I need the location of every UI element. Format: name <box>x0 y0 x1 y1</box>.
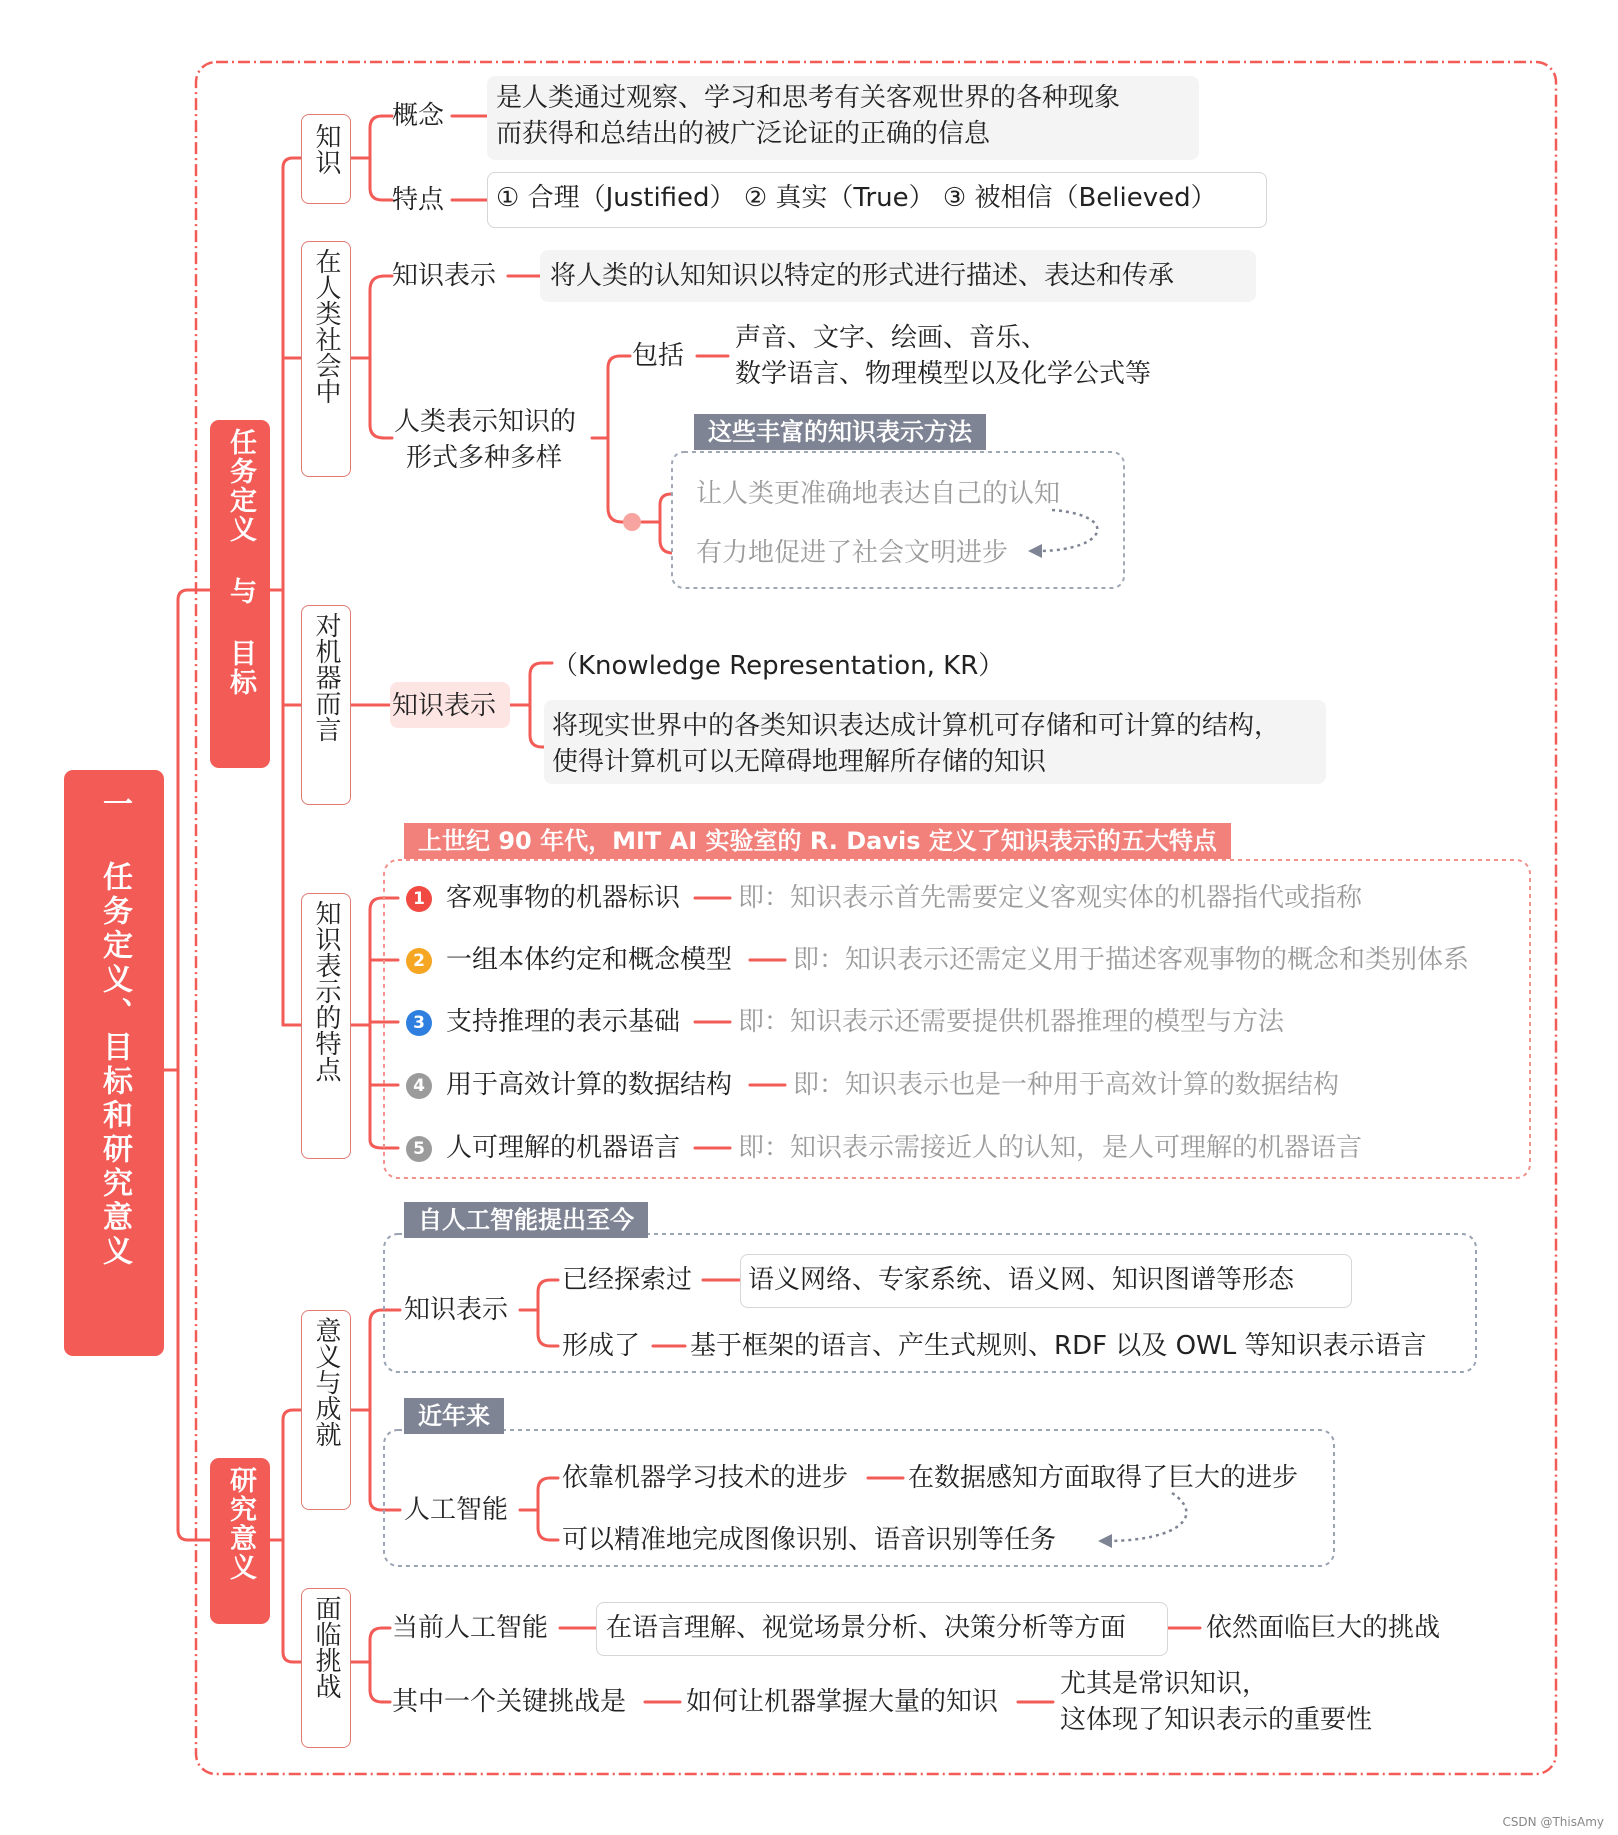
feature-num-5: 5 <box>406 1136 432 1162</box>
branch-task-definition[interactable] <box>210 420 270 768</box>
concept-text-line1: 是人类通过观察、学习和思考有关客观世界的各种现象 <box>496 83 1121 113</box>
ai-line1-result: 在数据感知方面取得了巨大的进步 <box>908 1463 1299 1493</box>
method-2: 有力地促进了社会文明进步 <box>696 538 1009 568</box>
key-label: 其中一个关键挑战是 <box>392 1687 627 1717</box>
feature-num-2: 2 <box>406 948 432 974</box>
footer-credit: CSDN @ThisAmy <box>1502 1815 1604 1829</box>
include-line2: 数学语言、物理模型以及化学公式等 <box>735 359 1152 389</box>
group1-header: 自人工智能提出至今 <box>404 1202 648 1238</box>
current-end: 依然面临巨大的挑战 <box>1206 1613 1441 1643</box>
human-kr-label: 知识表示 <box>392 261 497 291</box>
concept-text-line2: 而获得和总结出的被广泛论证的正确的信息 <box>496 119 991 149</box>
machine-def-line2: 使得计算机可以无障碍地理解所存储的知识 <box>552 747 1047 777</box>
method-1: 让人类更准确地表达自己的认知 <box>696 479 1061 509</box>
feature-name-1: 客观事物的机器标识 <box>446 883 681 913</box>
root-label: 一 任务定义、目标和研究意义 <box>97 788 132 1269</box>
formed-label: 形成了 <box>562 1331 641 1361</box>
concept-label: 概念 <box>392 101 445 131</box>
feature-desc-5: 即：知识表示需接近人的认知，是人可理解的机器语言 <box>738 1133 1363 1163</box>
branch-research-significance[interactable] <box>210 1458 270 1624</box>
feature-name-3: 支持推理的表示基础 <box>446 1007 681 1037</box>
key-mid: 如何让机器掌握大量的知识 <box>686 1687 999 1717</box>
key-end-line1: 尤其是常识知识， <box>1060 1669 1269 1699</box>
feature-text: ① 合理（Justified） ② 真实（True） ③ 被相信（Believed） <box>496 183 1217 213</box>
explored-text: 语义网络、专家系统、语义网、知识图谱等形态 <box>748 1265 1295 1295</box>
branch-task-definition-label: 任务定义 与 目标 <box>225 428 256 697</box>
current-label: 当前人工智能 <box>392 1613 549 1643</box>
node-kr-features[interactable] <box>301 893 351 1159</box>
branch-dot <box>623 513 641 531</box>
key-end-line2: 这体现了知识表示的重要性 <box>1060 1705 1373 1735</box>
node-knowledge-label: 知识 <box>311 123 341 175</box>
ai-label: 人工智能 <box>404 1495 509 1525</box>
node-machine-label: 对机器而言 <box>311 612 341 742</box>
node-kr-features-label: 知识表示的特点 <box>311 900 341 1082</box>
methods-header: 这些丰富的知识表示方法 <box>694 414 986 450</box>
ai-line1: 依靠机器学习技术的进步 <box>562 1463 849 1493</box>
branch-research-significance-label: 研究意义 <box>225 1466 256 1582</box>
feature-num-3: 3 <box>406 1010 432 1036</box>
node-significance[interactable] <box>301 1310 351 1510</box>
feature-desc-3: 即：知识表示还需要提供机器推理的模型与方法 <box>738 1007 1285 1037</box>
feature-label: 特点 <box>392 185 445 215</box>
feature-name-5: 人可理解的机器语言 <box>446 1133 681 1163</box>
node-human-society[interactable] <box>301 241 351 477</box>
feature-name-4: 用于高效计算的数据结构 <box>446 1070 733 1100</box>
root-node[interactable] <box>64 770 164 1356</box>
formed-text: 基于框架的语言、产生式规则、RDF 以及 OWL 等知识表示语言 <box>690 1331 1427 1361</box>
machine-def-line1: 将现实世界中的各类知识表达成计算机可存储和可计算的结构， <box>552 711 1281 741</box>
human-kr-text: 将人类的认知知识以特定的形式进行描述、表达和传承 <box>550 261 1175 291</box>
ai-line2: 可以精准地完成图像识别、语音识别等任务 <box>562 1525 1057 1555</box>
group2-header: 近年来 <box>404 1398 504 1434</box>
feature-desc-2: 即：知识表示还需定义用于描述客观事物的概念和类别体系 <box>793 945 1470 975</box>
feature-num-4: 4 <box>406 1073 432 1099</box>
sig-kr-label: 知识表示 <box>404 1295 509 1325</box>
machine-kr-en: （Knowledge Representation, KR） <box>552 651 1005 681</box>
include-label: 包括 <box>632 341 685 371</box>
feature-desc-4: 即：知识表示也是一种用于高效计算的数据结构 <box>793 1070 1340 1100</box>
feature-desc-1: 即：知识表示首先需要定义客观实体的机器指代或指称 <box>738 883 1363 913</box>
feature-num-1: 1 <box>406 886 432 912</box>
features-header: 上世纪 90 年代，MIT AI 实验室的 R. Davis 定义了知识表示的五大特点 <box>404 823 1231 859</box>
include-line1: 声音、文字、绘画、音乐、 <box>735 323 1048 353</box>
node-challenges[interactable] <box>301 1588 351 1748</box>
node-knowledge[interactable] <box>301 114 351 204</box>
node-human-society-label: 在人类社会中 <box>311 248 341 404</box>
explored-label: 已经探索过 <box>562 1265 693 1295</box>
current-mid: 在语言理解、视觉场景分析、决策分析等方面 <box>606 1613 1127 1643</box>
node-challenges-label: 面临挑战 <box>311 1595 341 1699</box>
node-significance-label: 意义与成就 <box>311 1317 341 1447</box>
feature-name-2: 一组本体约定和概念模型 <box>446 945 733 975</box>
machine-kr-label: 知识表示 <box>392 691 497 721</box>
forms-line2: 形式多种多样 <box>406 443 563 473</box>
forms-line1: 人类表示知识的 <box>394 407 577 437</box>
node-machine[interactable] <box>301 605 351 805</box>
